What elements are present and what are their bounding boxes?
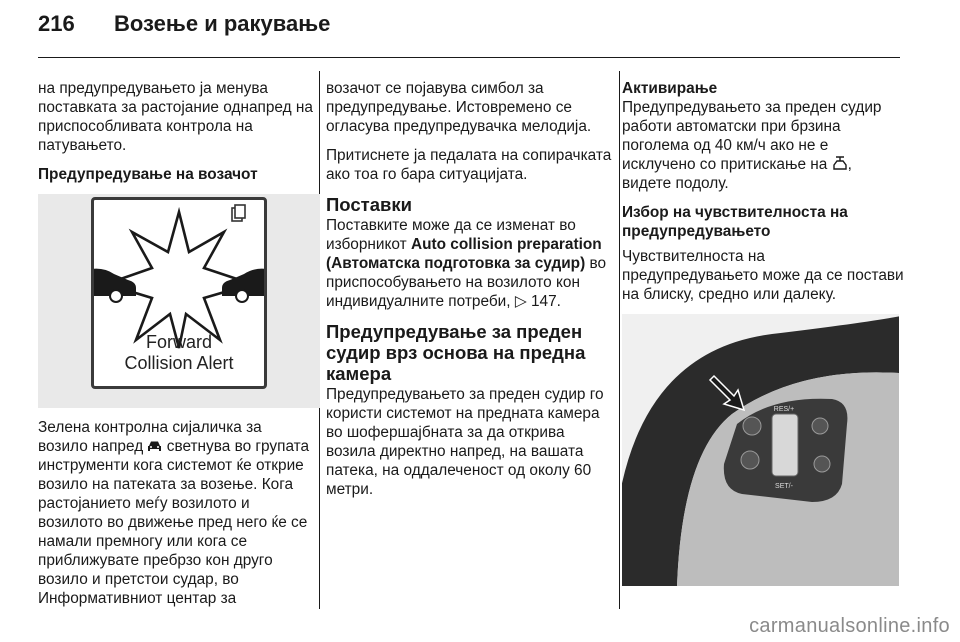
text: во приспособувањето на возилото кон индивидуалните потреби, — [326, 255, 607, 310]
steering-wheel-illustration — [622, 314, 899, 586]
column-divider-2 — [619, 71, 620, 609]
wheel-label-res: RES/+ — [773, 406, 795, 413]
subheading-driver-warning: Предупредување на возачот — [38, 166, 258, 183]
page-number: 216 — [38, 11, 75, 36]
page-reference[interactable]: 147. — [526, 293, 561, 310]
paragraph: Чувствителноста на предупредувањето може да се постави на блиску, средно или далеку. — [622, 248, 904, 303]
paragraph — [622, 98, 904, 193]
page-reference-arrow-icon: ▷ — [514, 293, 527, 310]
watermark[interactable]: carmanualsonline.info — [749, 615, 950, 637]
figure-label-line-2: Collision Alert — [124, 353, 234, 373]
document-icon — [232, 205, 245, 221]
display-frame — [91, 197, 267, 389]
right-car-icon — [222, 269, 264, 302]
cancel-button — [812, 418, 828, 434]
paragraph: на предупредувањето ја менува поставката за растојание однапред на приспособливата контрола на патувањето. — [38, 80, 313, 154]
subheading-activation: Активирање — [622, 80, 718, 97]
paragraph: возачот се појавува симбол за предупредување. Истовремено се огласува предупредувачка мелодија. — [326, 80, 592, 135]
subheading-sensitivity: Избор на чувствителноста на предупредувањето — [622, 204, 848, 240]
steering-wheel-photo — [622, 314, 899, 586]
menu-item-name: Auto collision preparation (Автоматска подготовка за судир) — [326, 236, 602, 272]
paragraph — [38, 418, 313, 608]
text: Предупредувањето за преден судир работи автоматски при брзина поголема од 40 км/ч ако не е исклучено со притискање на — [622, 99, 882, 173]
column-3 — [622, 79, 904, 586]
limiter-button — [814, 456, 830, 472]
thumbwheel — [772, 414, 798, 476]
paragraph — [326, 216, 614, 311]
wheel-label-set: SET/- — [775, 483, 793, 490]
page-title: Возење и ракување — [114, 11, 331, 36]
car-ahead-icon — [147, 440, 162, 453]
heading-front-camera: Предупредување за преден судир врз основа на предна камера — [326, 321, 586, 384]
cruise-button — [741, 451, 759, 469]
column-1 — [38, 79, 313, 618]
paragraph: Предупредувањето за преден судир го користи системот на предната камера во шофершајбната за да открива возила директно напред, на вашата патека, на оддалеченост од околу 60 метри. — [326, 386, 604, 498]
header-rule — [38, 57, 900, 58]
paragraph: Притиснете ја педалата на сопирачката ако тоа го бара ситуацијата. — [326, 147, 612, 183]
text: Поставките може да се изменат во изборникот — [326, 217, 576, 253]
collision-alert-button — [743, 417, 761, 435]
figure-label-line-1: Forward — [145, 332, 212, 352]
collision-alert-button-icon — [832, 156, 848, 171]
text: светнува во групата инструменти кога системот ќе открие возило на патеката за возење. Кога растојанието меѓу возилото и возилото во движење пред него ќе се намали премногу или кога се приближувате пребрзо кон друго возило и претстои судар, во Информативниот центар за — [38, 438, 310, 607]
column-2 — [326, 79, 614, 509]
text: Зелена контролна сијаличка за возило напред — [38, 419, 262, 455]
heading-settings: Поставки — [326, 194, 412, 215]
forward-collision-alert-figure — [38, 194, 320, 408]
left-car-icon — [94, 269, 136, 302]
text: , видете подолу. — [622, 156, 852, 192]
